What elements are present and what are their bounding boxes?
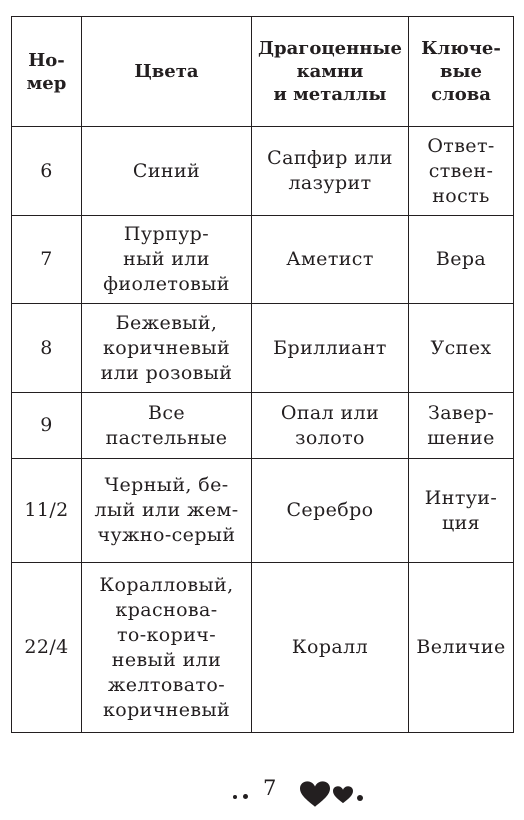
- cell-colors: [82, 459, 252, 563]
- cell-colors: [82, 127, 252, 216]
- cell-line: Все: [147, 401, 186, 424]
- cell-line: пастельные: [105, 426, 228, 449]
- cell-number: [12, 127, 82, 216]
- cell-line: Коралл: [291, 636, 369, 658]
- info-table: [11, 16, 514, 733]
- cell-line: то-корич-: [116, 623, 217, 646]
- cell-line: ный или: [123, 248, 210, 270]
- cell-stones: [252, 216, 409, 304]
- cell-keywords: [409, 304, 514, 393]
- cell-stones: [252, 459, 409, 563]
- cell-line: 7: [40, 248, 53, 270]
- cell-line: Опал или: [280, 401, 380, 424]
- cell-line: Успех: [430, 336, 492, 359]
- cell-number: [12, 393, 82, 459]
- table-row: [12, 393, 514, 459]
- cell-number: [12, 304, 82, 393]
- cell-keywords: [409, 393, 514, 459]
- cell-line: краснова-: [115, 598, 218, 621]
- cell-line: коричневый: [102, 698, 231, 721]
- cell-line: 11/2: [24, 499, 69, 521]
- cell-line: Сапфир или: [267, 147, 393, 169]
- cell-line: Серебро: [286, 499, 374, 521]
- header-number-line: мер: [26, 72, 67, 94]
- cell-line: 9: [40, 414, 53, 436]
- heart-icon: [300, 781, 330, 808]
- cell-colors: [82, 216, 252, 304]
- cell-line: чужно-серый: [97, 524, 236, 546]
- cell-line: ция: [441, 511, 481, 534]
- header-number-line: Но-: [28, 49, 65, 71]
- cell-line: Черный, бе-: [104, 474, 229, 496]
- cell-number: [12, 563, 82, 733]
- cell-line: лый или жем-: [94, 499, 239, 521]
- cell-colors: [82, 304, 252, 393]
- header-number: [12, 17, 82, 127]
- table-header-row: [12, 17, 514, 127]
- header-stones-line: Драгоценные: [258, 38, 402, 59]
- table-row: [12, 459, 514, 563]
- header-stones-line: и металлы: [273, 84, 387, 105]
- cell-stones: [252, 393, 409, 459]
- header-keywords: [409, 17, 514, 127]
- cell-line: 6: [40, 159, 53, 182]
- table-row: [12, 127, 514, 216]
- cell-line: желтовато-: [107, 673, 226, 696]
- page-footer: [0, 773, 524, 809]
- cell-line: Пурпур-: [123, 223, 210, 245]
- header-colors: [82, 17, 252, 127]
- cell-colors: [82, 393, 252, 459]
- cell-keywords: [409, 459, 514, 563]
- dot-icon: [243, 794, 248, 799]
- cell-line: 22/4: [24, 636, 69, 658]
- cell-line: шение: [427, 426, 495, 449]
- cell-line: Величие: [416, 636, 506, 658]
- cell-line: коричневый: [102, 336, 231, 359]
- table-row: [12, 563, 514, 733]
- cell-keywords: [409, 127, 514, 216]
- cell-line: Ответ-: [427, 134, 495, 157]
- cell-line: или розовый: [100, 361, 233, 384]
- cell-line: Синий: [132, 159, 201, 182]
- cell-line: 8: [40, 336, 53, 359]
- cell-line: невый или: [111, 648, 222, 671]
- cell-stones: [252, 127, 409, 216]
- page-number: 7: [263, 776, 277, 800]
- cell-number: [12, 216, 82, 304]
- cell-line: ность: [432, 184, 490, 207]
- table-row: [12, 304, 514, 393]
- header-stones-line: камни: [296, 61, 364, 82]
- dot-icon: [357, 795, 363, 801]
- cell-line: лазурит: [288, 172, 372, 194]
- cell-line: Интуи-: [424, 486, 498, 509]
- header-stones: [252, 17, 409, 127]
- cell-line: Аметист: [286, 248, 374, 270]
- cell-line: Завер-: [427, 401, 495, 424]
- header-colors-line: Цвета: [134, 61, 199, 82]
- cell-line: Бриллиант: [273, 336, 387, 359]
- cell-keywords: [409, 216, 514, 304]
- cell-line: золото: [295, 426, 365, 449]
- dot-icon: [233, 795, 237, 799]
- cell-line: фиолетовый: [103, 273, 230, 295]
- cell-line: Коралловый,: [99, 573, 234, 596]
- table-row: [12, 216, 514, 304]
- header-keywords-line: Ключе-: [421, 38, 501, 59]
- cell-line: Бежевый,: [115, 311, 218, 334]
- header-keywords-line: вые: [439, 61, 482, 82]
- header-keywords-line: слова: [431, 84, 491, 105]
- heart-icon: [333, 786, 353, 804]
- cell-line: ствен-: [428, 159, 494, 182]
- cell-number: [12, 459, 82, 563]
- cell-colors: [82, 563, 252, 733]
- cell-keywords: [409, 563, 514, 733]
- cell-stones: [252, 304, 409, 393]
- cell-stones: [252, 563, 409, 733]
- cell-line: Вера: [435, 248, 487, 270]
